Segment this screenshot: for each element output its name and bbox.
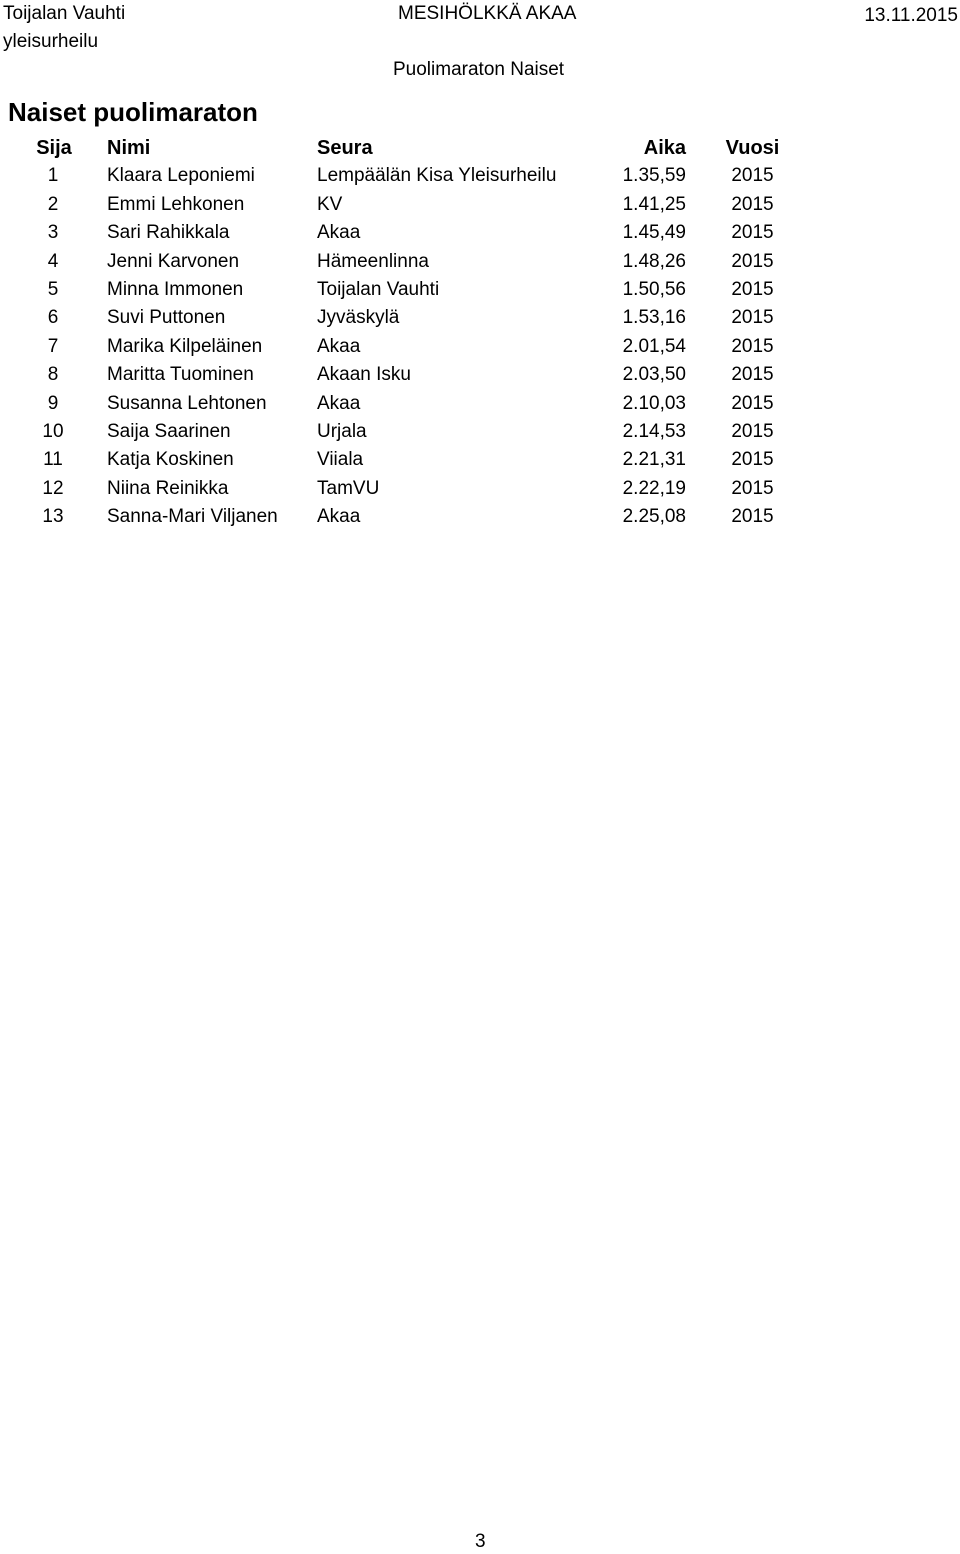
cell-year: 2015 [731,250,774,272]
cell-year: 2015 [731,222,774,244]
cell-rank: 13 [42,506,64,528]
cell-club: KV [317,193,343,215]
cell-year: 2015 [731,449,774,471]
cell-year: 2015 [731,477,774,499]
cell-time: 2.10,03 [622,392,686,414]
cell-name: Susanna Lehtonen [107,392,267,414]
cell-club: Hämeenlinna [317,250,429,272]
table-row [0,418,800,446]
cell-time: 2.14,53 [622,420,686,442]
cell-name: Suvi Puttonen [107,307,226,329]
table-row [0,390,800,418]
table-header-row [0,134,800,162]
cell-club: Akaa [317,222,361,244]
cell-rank: 2 [47,193,59,215]
column-header-name: Nimi [107,137,151,159]
cell-time: 1.45,49 [622,222,686,244]
cell-club: Akaa [317,335,361,357]
cell-year: 2015 [731,364,774,386]
cell-year: 2015 [731,307,774,329]
table-row [0,304,800,332]
cell-year: 2015 [731,506,774,528]
cell-name: Klaara Leponiemi [107,165,255,187]
column-header-time: Aika [643,137,686,159]
cell-year: 2015 [731,392,774,414]
event-subtitle: Puolimaraton Naiset [393,59,565,80]
table-row [0,446,800,474]
cell-club: Akaan Isku [317,364,411,386]
table-row [0,333,800,361]
cell-time: 1.53,16 [622,307,686,329]
cell-year: 2015 [731,165,774,187]
cell-rank: 1 [47,165,59,187]
cell-name: Emmi Lehkonen [107,193,245,215]
table-row [0,248,800,276]
cell-name: Katja Koskinen [107,449,234,471]
section-title: Naiset puolimaraton [8,97,258,127]
cell-name: Sari Rahikkala [107,222,230,244]
cell-year: 2015 [731,420,774,442]
cell-time: 2.21,31 [622,449,686,471]
column-header-club: Seura [317,137,373,159]
results-table [0,134,800,531]
cell-time: 1.35,59 [622,165,686,187]
cell-rank: 5 [47,278,59,300]
cell-time: 2.25,08 [622,506,686,528]
cell-year: 2015 [731,193,774,215]
cell-time: 2.03,50 [622,364,686,386]
cell-club: TamVU [317,477,380,499]
column-header-rank: Sija [36,137,72,159]
cell-rank: 8 [47,364,59,386]
cell-rank: 3 [47,222,59,244]
cell-name: Niina Reinikka [107,477,229,499]
cell-club: Lempäälän Kisa Yleisurheilu [317,165,557,187]
cell-year: 2015 [731,278,774,300]
cell-time: 2.22,19 [622,477,686,499]
cell-time: 1.48,26 [622,250,686,272]
cell-club: Toijalan Vauhti [317,278,440,300]
cell-name: Jenni Karvonen [107,250,240,272]
event-title: MESIHÖLKKÄ AKAA [398,3,577,24]
cell-club: Akaa [317,392,361,414]
column-header-year: Vuosi [725,137,780,159]
table-row [0,276,800,304]
cell-club: Jyväskylä [317,307,400,329]
cell-name: Minna Immonen [107,278,244,300]
cell-club: Akaa [317,506,361,528]
event-date: 13.11.2015 [864,5,958,26]
page-number: 3 [475,1531,486,1552]
cell-name: Sanna-Mari Viljanen [107,506,278,528]
table-row [0,191,800,219]
table-body [0,162,800,531]
table-row [0,475,800,503]
cell-rank: 4 [47,250,59,272]
cell-name: Saija Saarinen [107,420,231,442]
cell-rank: 7 [47,335,59,357]
cell-club: Viiala [317,449,364,471]
cell-rank: 10 [42,420,64,442]
cell-time: 1.50,56 [622,278,686,300]
table-row [0,162,800,190]
cell-name: Marika Kilpeläinen [107,335,263,357]
cell-time: 1.41,25 [622,193,686,215]
cell-time: 2.01,54 [622,335,686,357]
table-row [0,219,800,247]
cell-rank: 9 [47,392,59,414]
cell-club: Urjala [317,420,367,442]
organizer-subtitle: yleisurheilu [3,31,99,52]
cell-rank: 6 [47,307,59,329]
cell-name: Maritta Tuominen [107,364,254,386]
table-row [0,503,800,531]
organizer-name: Toijalan Vauhti [3,3,126,24]
cell-rank: 12 [42,477,64,499]
table-row [0,361,800,389]
cell-rank: 11 [43,449,63,471]
cell-year: 2015 [731,335,774,357]
